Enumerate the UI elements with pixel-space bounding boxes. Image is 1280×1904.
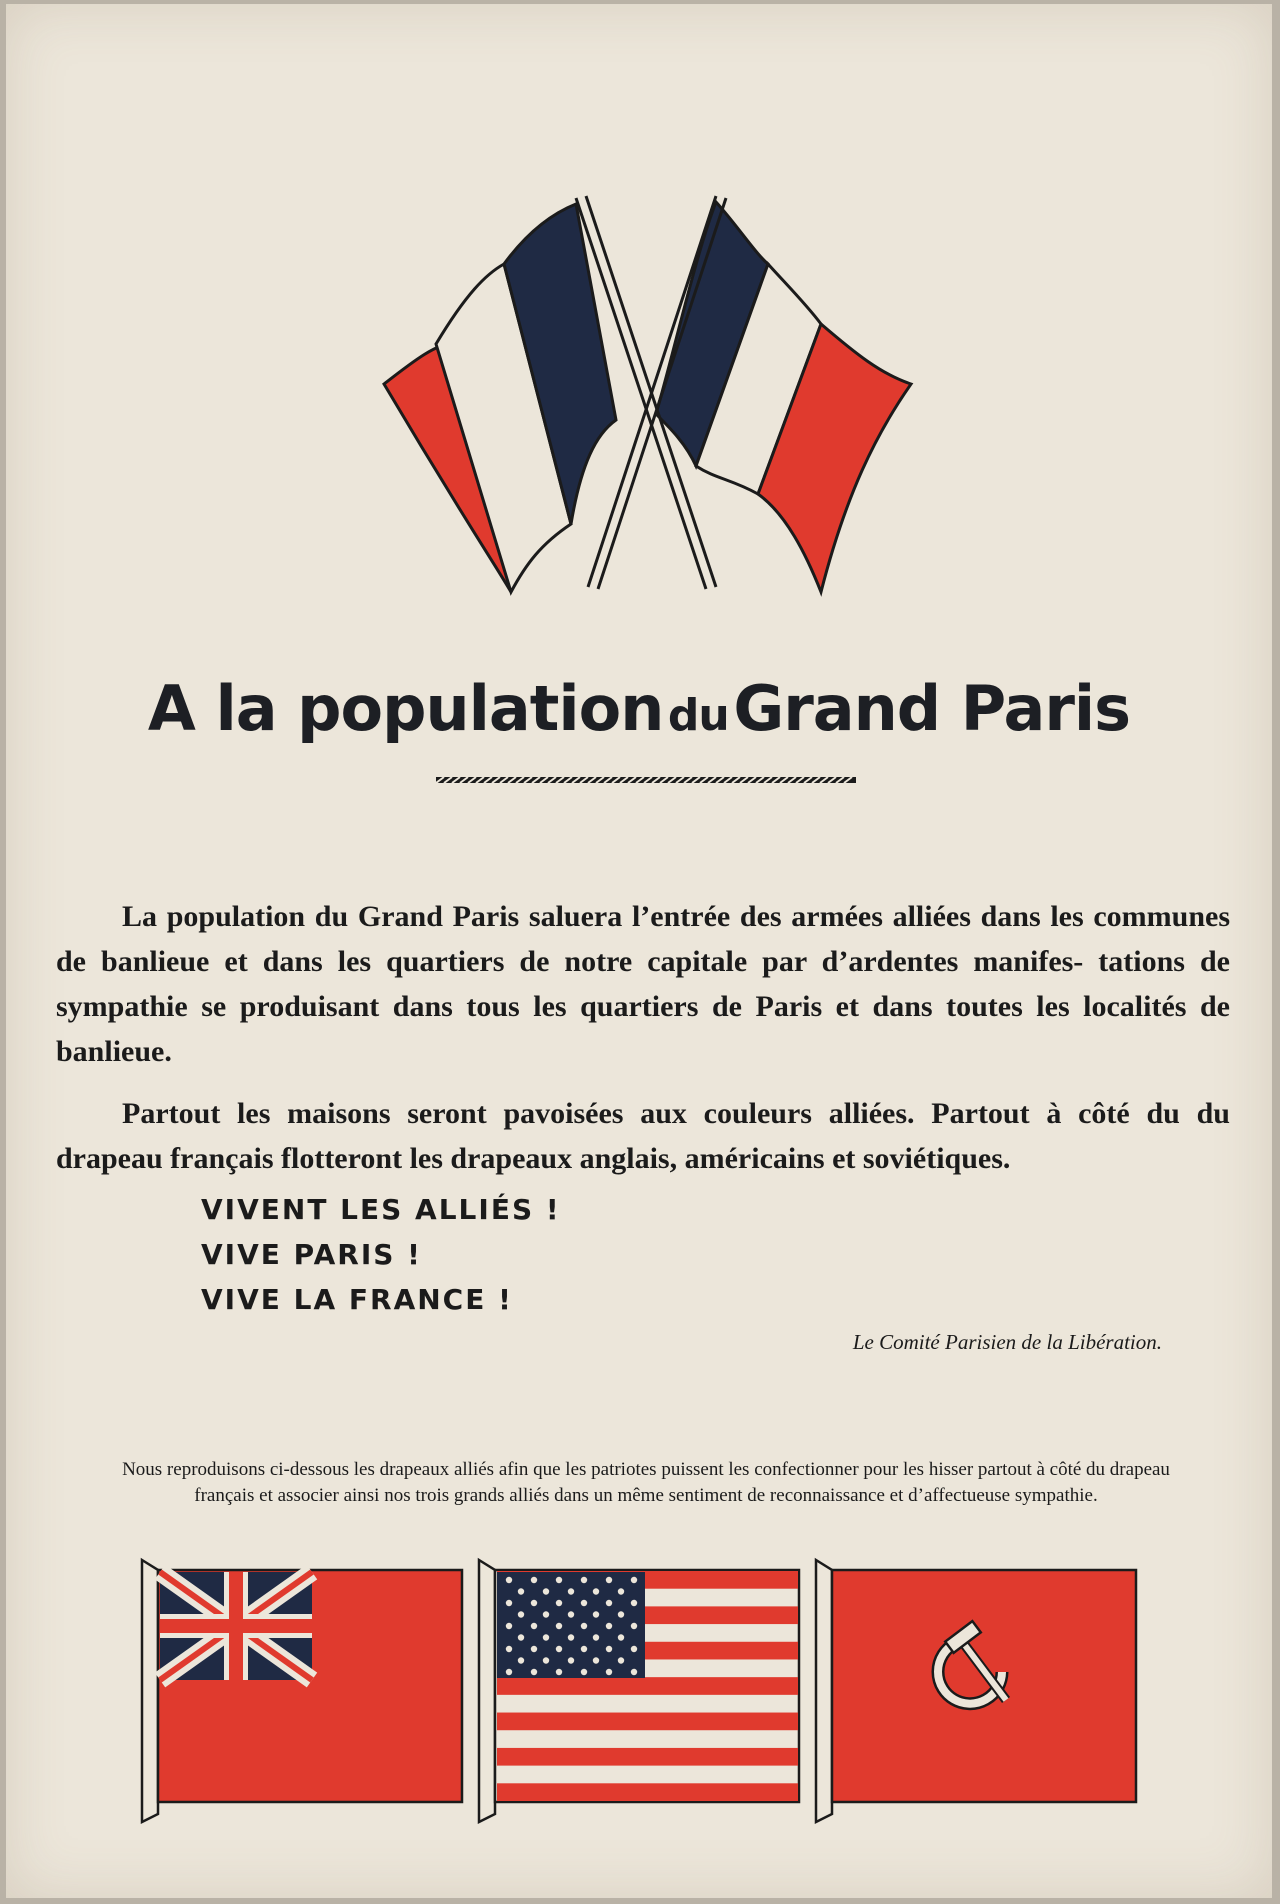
- us-flag-star: [531, 1623, 537, 1629]
- british-red-ensign-icon: [140, 1552, 464, 1824]
- us-flag-icon: [477, 1552, 801, 1824]
- slogans: [201, 1187, 561, 1322]
- us-flag-star: [531, 1600, 537, 1606]
- paragraph-1: La population du Grand Paris saluera l’entrée des armées alliées dans les communes de banlieue et dans les quartiers de notre capitale par d’ardentes manifes- tations de sympathie se produisant dans tous les quartiers de Paris et dans toutes les localités de banlieue.: [56, 900, 1230, 1068]
- us-flag-star: [606, 1577, 612, 1583]
- title-part-3: Grand Paris: [733, 672, 1131, 745]
- us-flag-star: [556, 1623, 562, 1629]
- us-flag-star: [531, 1646, 537, 1652]
- us-flag-star: [506, 1600, 512, 1606]
- us-flag-star: [618, 1634, 624, 1640]
- poster-title: [6, 672, 1272, 745]
- us-flag-star: [531, 1669, 537, 1675]
- us-flag-star: [543, 1657, 549, 1663]
- us-flag-star: [506, 1646, 512, 1652]
- us-flag-star: [581, 1646, 587, 1652]
- us-flag-star: [581, 1623, 587, 1629]
- us-flag-star: [618, 1611, 624, 1617]
- footnote: Nous reproduisons ci-dessous les drapeaux alliés afin que les patriotes puissent les confectionner pour les hisser partout à côté du drapeau français et associer ainsi nos trois grands alliés dans un même sentiment de reconnaissance et d’affectueuse sympathie.: [122, 1459, 1170, 1506]
- us-flag-star: [606, 1646, 612, 1652]
- us-flag-star: [556, 1600, 562, 1606]
- title-part-1: A la population: [147, 672, 664, 745]
- us-flag-star: [618, 1657, 624, 1663]
- signature: Le Comité Parisien de la Libération.: [852, 1330, 1162, 1354]
- us-flag-star: [606, 1669, 612, 1675]
- us-flag-star: [631, 1600, 637, 1606]
- us-flag-star: [593, 1588, 599, 1594]
- us-flag-star: [556, 1669, 562, 1675]
- us-flag-star: [593, 1657, 599, 1663]
- us-flag-star: [543, 1634, 549, 1640]
- us-flag-star: [556, 1646, 562, 1652]
- us-flag-star: [556, 1577, 562, 1583]
- poster: [6, 4, 1272, 1898]
- slogan-1: VIVENT LES ALLIÉS !: [201, 1193, 561, 1226]
- us-flag-panel: [477, 1552, 801, 1824]
- us-flag-star: [568, 1588, 574, 1594]
- us-flag-star: [506, 1577, 512, 1583]
- us-flag-star: [531, 1577, 537, 1583]
- us-flag-star: [631, 1669, 637, 1675]
- paragraph-2: Partout les maisons seront pavoisées aux couleurs alliées. Partout à côté du du drapeau français flotteront les drapeaux anglais, américains et soviétiques.: [56, 1097, 1230, 1175]
- us-flag-stripe: [497, 1713, 798, 1731]
- decorative-rule: [436, 776, 856, 784]
- us-flag-star: [506, 1623, 512, 1629]
- soviet-flag-icon: [814, 1552, 1138, 1824]
- us-flag-star: [631, 1623, 637, 1629]
- soviet-flag-panel: [814, 1552, 1138, 1824]
- us-flag-star: [568, 1611, 574, 1617]
- us-flag-star: [618, 1588, 624, 1594]
- us-flag-stripe: [497, 1677, 798, 1695]
- us-flag-star: [606, 1623, 612, 1629]
- us-flag-star: [581, 1669, 587, 1675]
- us-flag-star: [631, 1577, 637, 1583]
- slogan-2: VIVE PARIS !: [201, 1238, 422, 1271]
- us-flag-stripe: [497, 1748, 798, 1766]
- british-flag-panel: [140, 1552, 464, 1824]
- us-flag-star: [593, 1611, 599, 1617]
- us-flag-star: [606, 1600, 612, 1606]
- us-flag-star: [631, 1646, 637, 1652]
- us-flag-star: [581, 1577, 587, 1583]
- us-flag-star: [543, 1588, 549, 1594]
- us-flag-star: [518, 1611, 524, 1617]
- slogan-3: VIVE LA FRANCE !: [201, 1283, 513, 1316]
- us-flag-star: [568, 1657, 574, 1663]
- us-flag-star: [518, 1657, 524, 1663]
- us-flag-star: [518, 1634, 524, 1640]
- us-flag-star: [518, 1588, 524, 1594]
- us-flag-star: [568, 1634, 574, 1640]
- us-flag-star: [506, 1669, 512, 1675]
- us-flag-star: [581, 1600, 587, 1606]
- title-part-2: du: [667, 690, 729, 741]
- us-flag-star: [593, 1634, 599, 1640]
- us-flag-star: [543, 1611, 549, 1617]
- us-flag-stripe: [497, 1783, 798, 1801]
- crossed-french-flags-icon: [376, 194, 916, 614]
